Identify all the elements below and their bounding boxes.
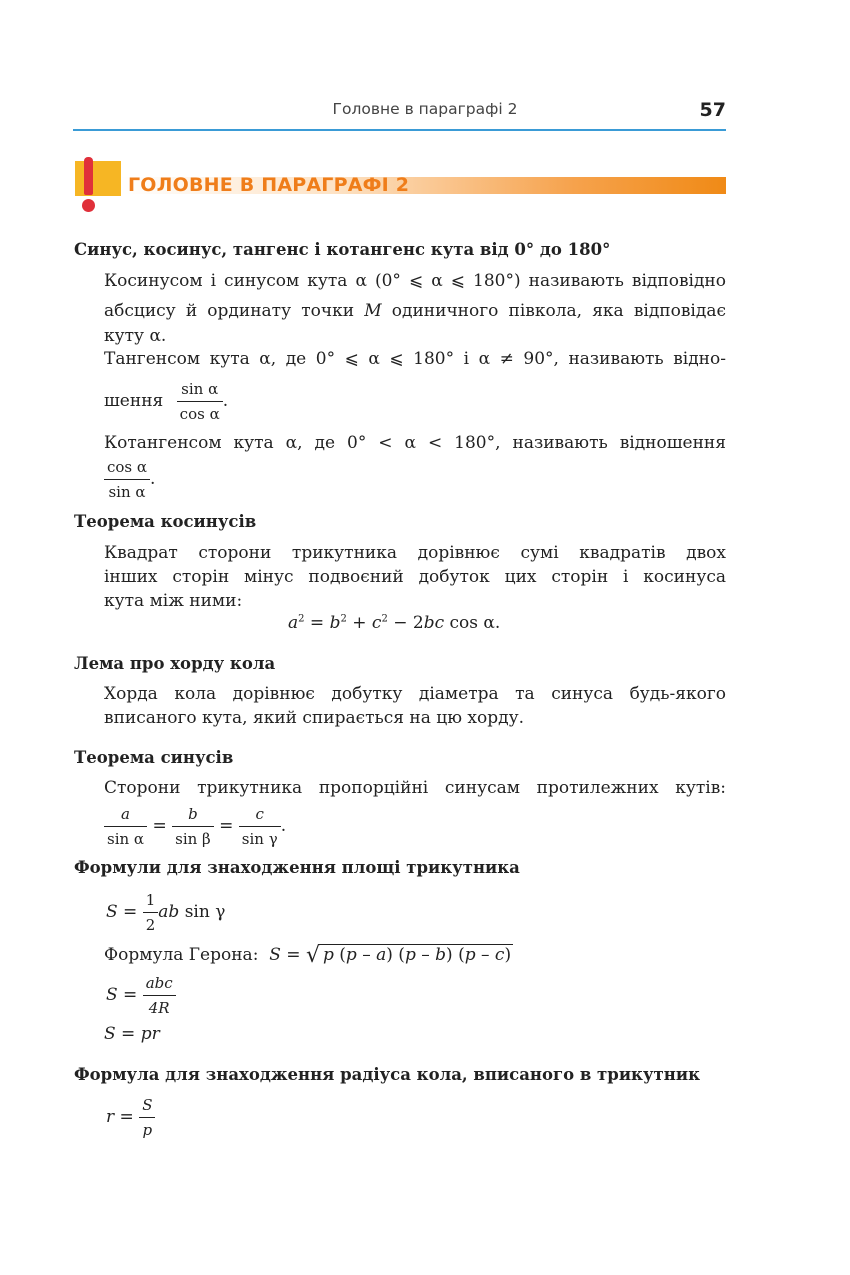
banner-title: ГОЛОВНЕ В ПАРАГРАФІ 2 — [128, 174, 410, 196]
running-header-title: Головне в параграфі 2 — [332, 100, 518, 118]
tangent-definition-line: шення $\frac{\text{sin α}}{\text{cos α}}$ . — [104, 380, 229, 423]
text-line: інших сторін мінус подвоєний добуток цих сторін і косинуса — [104, 567, 726, 587]
area-formula-abc-4r: S = $\frac{\text{abc}}{4R}$ — [106, 974, 176, 1017]
tangent-fraction: $\frac{\text{sin α}}{\text{cos α}}$ — [177, 380, 223, 423]
text-line: Котангенсом кута α, де 0° < α < 180°, називають відношення — [104, 433, 726, 453]
text-line: кута між ними: — [104, 591, 243, 611]
text-line: вписаного кута, який спирається на цю хорду. — [104, 708, 525, 728]
heading-chord-lemma: Лема про хорду кола — [74, 654, 276, 673]
law-of-cosines-formula: $a^2 = b^2 + c^2 - 2bc$ cos α. — [288, 613, 501, 633]
inradius-formula: r = $\frac{S}{p}$ — [106, 1096, 155, 1139]
exclamation-icon — [84, 157, 93, 195]
heron-formula: Формула Герона: S = √ p (p – a) (p – b) (p – c) — [104, 943, 512, 968]
text-line: Тангенсом кута α, де 0° ⩽ α ⩽ 180° і α ≠ 90°, називають відно- — [104, 349, 726, 369]
text-line: куту α. — [104, 326, 167, 346]
text-line: абсцису й ординату точки M одиничного півкола, яка відповідає — [104, 301, 726, 321]
heading-law-of-sines: Теорема синусів — [74, 748, 234, 767]
heading-law-of-cosines: Теорема косинусів — [74, 512, 257, 531]
page-number: 57 — [699, 99, 726, 121]
text-line: Косинусом і синусом кута α (0° ⩽ α ⩽ 180°) називають відповідно — [104, 271, 726, 291]
header-divider — [73, 129, 726, 131]
exclamation-icon-background — [75, 161, 121, 196]
heading-triangle-area: Формули для знаходження площі трикутника — [74, 858, 520, 877]
text-line: Хорда кола дорівнює добутку діаметра та синуса будь-якого — [104, 684, 726, 704]
cotangent-definition-line: $\frac{\text{cos α}}{\text{sin α}}$ . — [104, 458, 726, 501]
exclamation-dot-icon — [82, 199, 95, 212]
area-formula-pr: S = pr — [104, 1024, 160, 1044]
text-line: Сторони трикутника пропорційні синусам протилежних кутів: — [104, 778, 726, 798]
law-of-sines-formula: $\frac{a}{\text{sin α}}$ = $\frac{b}{\text{sin β}}$ = $\frac{c}{\text{sin γ}}$ . — [104, 805, 286, 848]
heading-inradius: Формула для знаходження радіуса кола, вписаного в трикутник — [74, 1065, 700, 1084]
heading-trig-definitions: Синус, косинус, тангенс і котангенс кута від 0° до 180° — [74, 240, 611, 259]
cotangent-fraction: $\frac{\text{cos α}}{\text{sin α}}$ — [104, 458, 150, 501]
text-line: Квадрат сторони трикутника дорівнює сумі квадратів двох — [104, 543, 726, 563]
area-formula-half-ab-sin: S = $\frac{1}{2}$ ab sin γ — [106, 891, 226, 934]
